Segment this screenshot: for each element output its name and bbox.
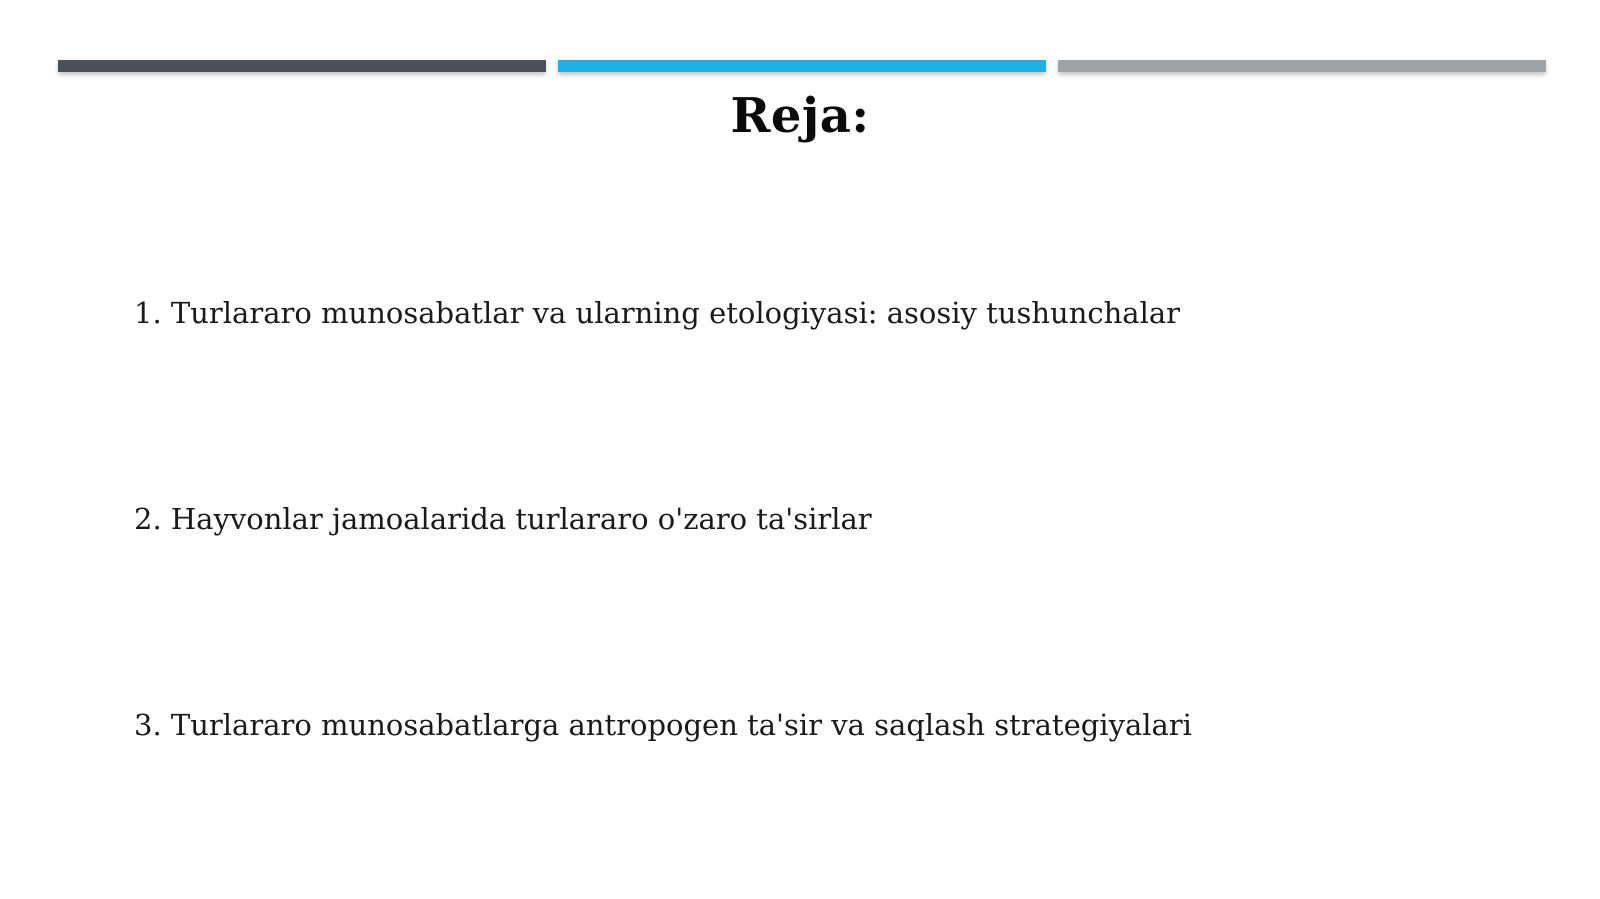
- plan-item-2: 2. Hayvonlar jamoalarida turlararo o'zaro ta'sirlar: [134, 502, 872, 536]
- accent-bar-gray: [1058, 60, 1546, 72]
- accent-bar-dark: [58, 60, 546, 72]
- plan-item-1: 1. Turlararo munosabatlar va ularning etologiyasi: asosiy tushunchalar: [134, 296, 1181, 330]
- accent-bar-blue: [558, 60, 1046, 72]
- plan-item-3: 3. Turlararo munosabatlarga antropogen ta'sir va saqlash strategiyalari: [134, 708, 1192, 742]
- slide-title: Reja:: [730, 88, 870, 144]
